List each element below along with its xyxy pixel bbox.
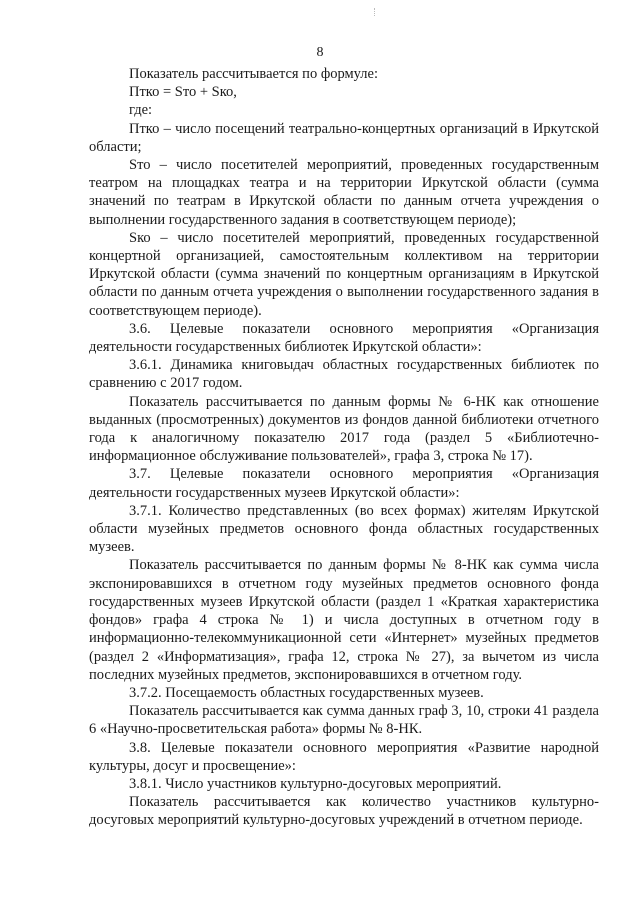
paragraph-ptko-definition: Птко – число посещений театрально-концертных организаций в Иркутской области; bbox=[89, 120, 599, 155]
page-number: 8 bbox=[316, 45, 324, 60]
paragraph-formula-intro: Показатель рассчитывается по формуле: bbox=[129, 66, 378, 82]
paragraph-sko-definition: Sко – число посетителей мероприятий, проведенных государственной концертной организацией, самостоятельным коллективом на территории Иркутской области (сумма значений по концертным организациям в Иркутской области по данным отчета учреждения о выполнении государственного задания в соответствующем периоде). bbox=[89, 229, 599, 319]
paragraph-3-7-2-calculation: Показатель рассчитывается как сумма данных граф 3, 10, строки 41 раздела 6 «Научно-просветительская работа» формы № 8-НК. bbox=[89, 703, 599, 738]
paragraph-3-7-1-calculation: Показатель рассчитывается по данным формы № 8-НК как сумма числа экспонировавшихся в отчетном году музейных предметов основного фонда государственных музеев Иркутской области (раздел 1 «Краткая характеристика фондов» графа 4 строка № 1) и числа доступных в отчетном году в информационно-телекоммуникационной сети «Интернет» музейных предметов (раздел 2 «Информатизация», графа 12, строка № 27), за вычетом из числа последних музейных предметов, экспонировавшихся в отчетном году. bbox=[89, 557, 599, 683]
section-3-8-1: 3.8.1. Число участников культурно-досуговых мероприятий. bbox=[129, 775, 502, 792]
paragraph-3-6-1-calculation: Показатель рассчитывается по данным формы № 6-НК как отношение выданных (просмотренных) документов из фондов данной библиотеки отчетного года к аналогичному показателю 2017 года (раздел 5 «Библиотечно-информационное обслуживание пользователей», графа 3, строка № 17). bbox=[89, 393, 599, 465]
formula: Птко = Sто + Sко, bbox=[129, 84, 237, 101]
section-3-6-heading: 3.6. Целевые показатели основного мероприятия «Организация деятельности государственных библиотек Иркутской области»: bbox=[89, 320, 599, 356]
section-3-7-1: 3.7.1. Количество представленных (во всех формах) жителям Иркутской области музейных предметов основного фонда областных государственных музеев. bbox=[89, 502, 599, 556]
paragraph-3-8-1-calculation: Показатель рассчитывается как количество участников культурно-досуговых мероприятий культурно-досуговых учреждений в отчетном периоде. bbox=[89, 794, 599, 829]
formula-where: где: bbox=[129, 102, 153, 119]
scan-artifact bbox=[374, 8, 379, 16]
section-3-7-heading: 3.7. Целевые показатели основного мероприятия «Организация деятельности государственных музеев Иркутской области»: bbox=[89, 466, 599, 501]
section-3-7-2: 3.7.2. Посещаемость областных государственных музеев. bbox=[129, 684, 484, 701]
paragraph-sto-definition: Sто – число посетителей мероприятий, проведенных государственным театром на площадках театра и на территории Иркутской области (сумма значений по театрам в Иркутской области по данным отчета учреждения о выполнении государственного задания в соответствующем периоде); bbox=[89, 157, 599, 228]
section-3-8-heading: 3.8. Целевые показатели основного мероприятия «Развитие народной культуры, досуг и просвещение»: bbox=[89, 739, 599, 774]
page-body bbox=[89, 65, 599, 830]
section-3-6-1: 3.6.1. Динамика книговыдач областных государственных библиотек по сравнению с 2017 годом. bbox=[89, 357, 599, 392]
